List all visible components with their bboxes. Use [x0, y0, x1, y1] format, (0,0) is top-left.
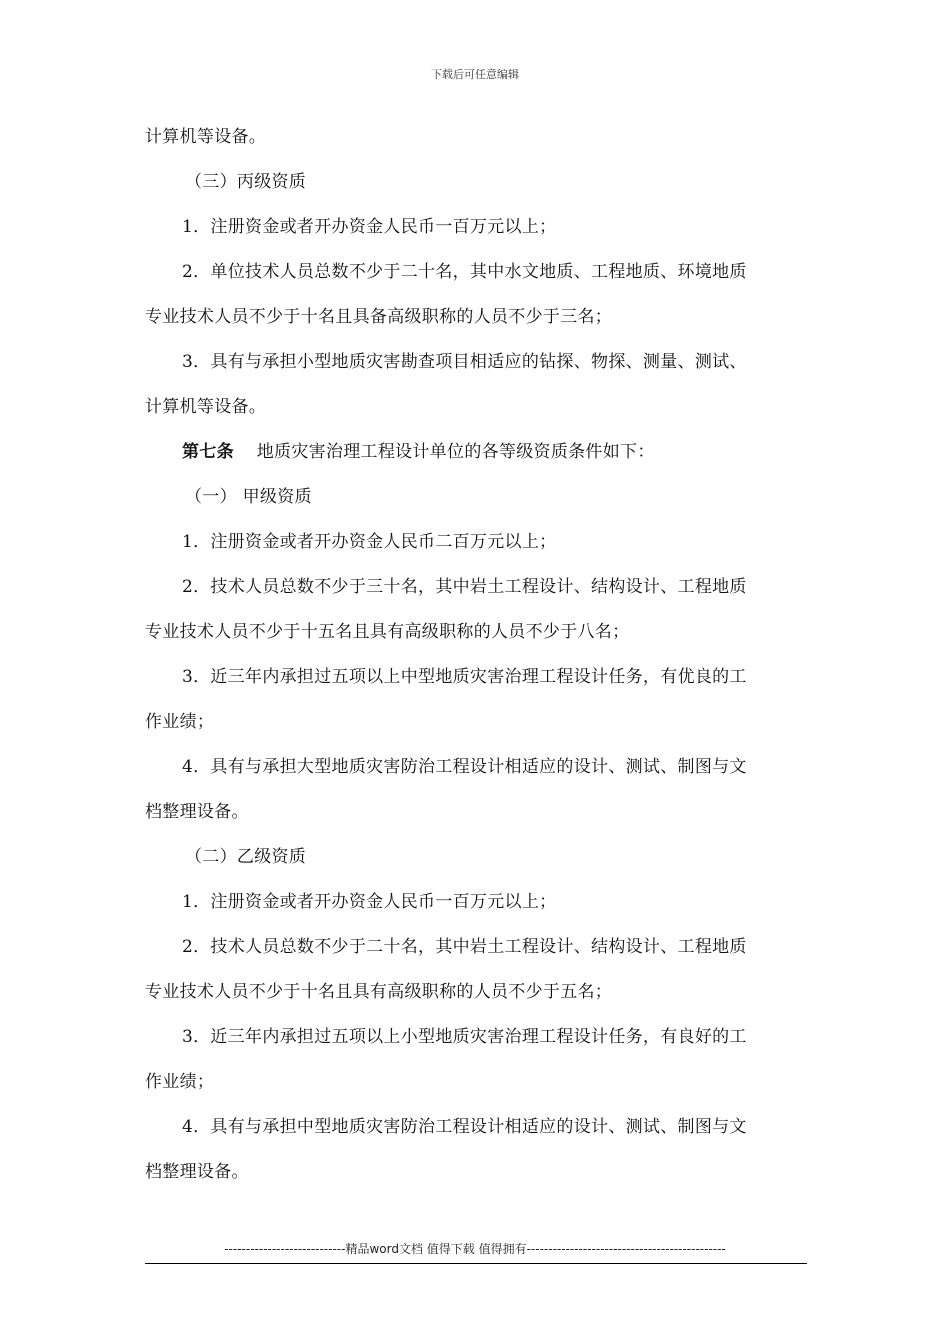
paragraph-line: 4．具有与承担中型地质灾害防治工程设计相适应的设计、测试、制图与文: [182, 1117, 747, 1137]
article-heading: [182, 441, 655, 463]
paragraph-line: 专业技术人员不少于十五名且具有高级职称的人员不少于八名；: [145, 622, 630, 642]
page-header-note: 下载后可任意编辑: [431, 68, 519, 81]
paragraph-line: 作业绩；: [145, 712, 215, 732]
paragraph-line: 2．技术人员总数不少于二十名，其中岩土工程设计、结构设计、工程地质: [182, 937, 747, 957]
paragraph-line: 专业技术人员不少于十名且具备高级职称的人员不少于三名；: [145, 307, 613, 327]
paragraph-line: 1．注册资金或者开办资金人民币一百万元以上；: [182, 217, 557, 237]
section-heading-c: （三）丙级资质: [185, 172, 307, 192]
footer-rule: [145, 1263, 807, 1264]
section-heading-b: （二）乙级资质: [185, 847, 307, 867]
paragraph-line: 3．近三年内承担过五项以上中型地质灾害治理工程设计任务，有优良的工: [182, 667, 747, 687]
paragraph-line: 3．近三年内承担过五项以上小型地质灾害治理工程设计任务，有良好的工: [182, 1027, 747, 1047]
page-footer-text: ----------------------------精品word文档 值得下载 值得拥有----------------------------------------------: [224, 1242, 726, 1256]
paragraph-line: 专业技术人员不少于十名且具有高级职称的人员不少于五名；: [145, 982, 613, 1002]
paragraph-line: 1．注册资金或者开办资金人民币一百万元以上；: [182, 892, 557, 912]
paragraph-line: 计算机等设备。: [145, 127, 267, 147]
paragraph-line: 1．注册资金或者开办资金人民币二百万元以上；: [182, 532, 557, 552]
paragraph-line: 档整理设备。: [145, 1162, 249, 1182]
section-heading-a: （一） 甲级资质: [185, 487, 312, 507]
paragraph-line: 2．单位技术人员总数不少于二十名，其中水文地质、工程地质、环境地质: [182, 262, 747, 282]
article-text: 地质灾害治理工程设计单位的各等级资质条件如下：: [256, 442, 655, 462]
article-label: 第七条: [182, 442, 234, 462]
paragraph-line: 计算机等设备。: [145, 397, 267, 417]
paragraph-line: 4．具有与承担大型地质灾害防治工程设计相适应的设计、测试、制图与文: [182, 757, 747, 777]
paragraph-line: 2．技术人员总数不少于三十名，其中岩土工程设计、结构设计、工程地质: [182, 577, 747, 597]
paragraph-line: 3．具有与承担小型地质灾害勘查项目相适应的钻探、物探、测量、测试、: [182, 352, 747, 372]
paragraph-line: 档整理设备。: [145, 802, 249, 822]
paragraph-line: 作业绩；: [145, 1072, 215, 1092]
